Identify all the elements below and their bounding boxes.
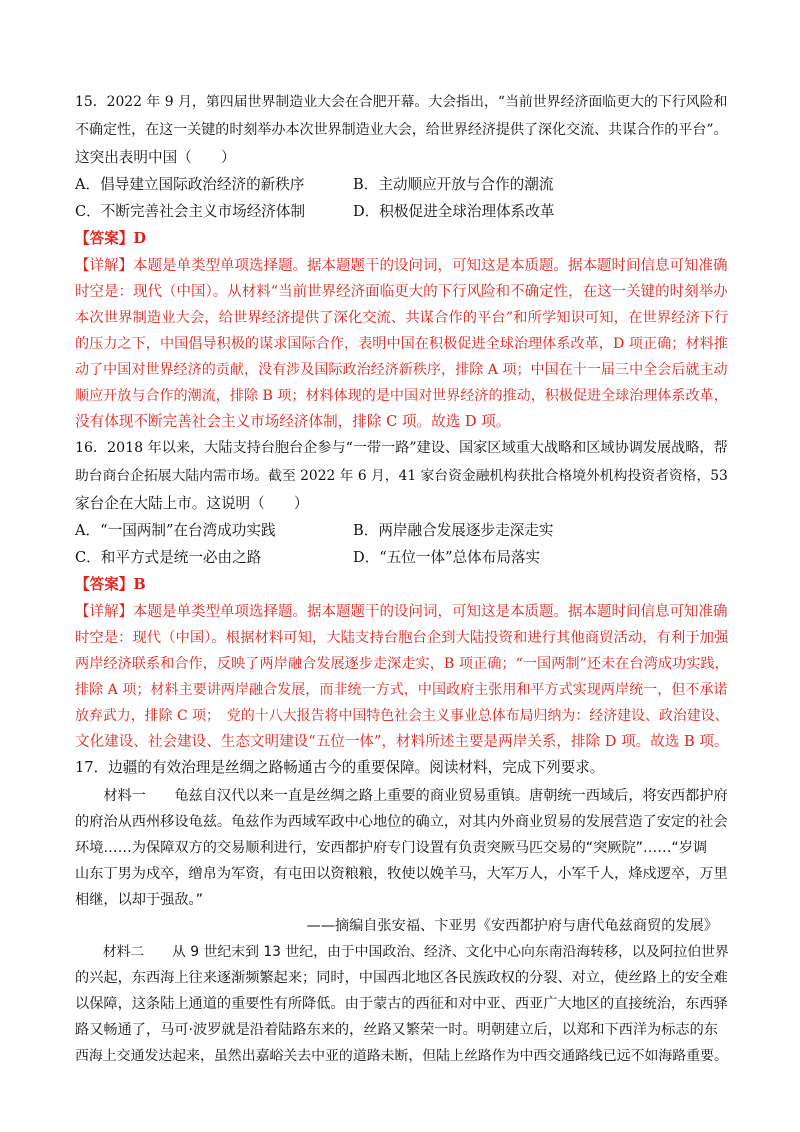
q16-answer: 【答案】B: [75, 576, 146, 593]
q15-analysis-line-7: 没有体现不断完善社会主义市场经济体制，排除 C 项。故选 D 项。: [75, 413, 511, 430]
q16-analysis-line-4: 排除 A 项；材料主要讲两岸融合发展，而非统一方式，中国政府主张用和平方式实现两岸统一，但不承诺: [75, 682, 728, 698]
q16-stem-line-1: 16．2018 年以来，大陆支持台胞台企参与“一带一路”建设、国家区域重大战略和区域协调发展战略，帮: [75, 440, 728, 456]
q15-option-d: D．积极促进全球治理体系改革: [353, 203, 555, 220]
q17-material-1-source: ——摘编自张安福、卞亚男《安西都护府与唐代龟兹商贸的发展》: [306, 918, 718, 934]
q15-analysis-line-2: 时空是：现代（中国）。从材料“当前世界经济面临更大的下行风险和不确定性，在这一关键的时刻举办: [75, 284, 728, 300]
q15-analysis-line-5: 动了中国对世界经济的贡献，没有涉及国际政治经济新秩序，排除 A 项；中国在十一届三中全会后就主动: [75, 362, 728, 378]
q16-analysis-line-5: 放弃武力，排除 C 项； 党的十八大报告将中国特色社会主义事业总体布局归纳为：经济建设、政治建设、: [75, 708, 729, 724]
q16-option-a: A．“一国两制”在台湾成功实践: [75, 522, 276, 539]
q16-stem-line-3: 家台企在大陆上市。这说明（ ）: [75, 495, 309, 512]
q15-stem-line-3: 这突出表明中国（ ）: [75, 149, 236, 166]
q17-material-1-line-3: 环境……为保障双方的交易顺利进行，安西都护府专门设置有负责突厥马匹交易的“突厥院”……“岁调: [75, 840, 708, 856]
q15-stem-line-1: 15．2022 年 9 月，第四届世界制造业大会在合肥开幕。大会指出，“当前世界经济面临更大的下行风险和: [75, 94, 728, 110]
q15-analysis-line-1: 【详解】本题是单类型单项选择题。据本题题干的设问词，可知这是本质题。据本题时间信息可知准确: [75, 258, 728, 274]
q17-material-2-line-3: 以保障，这条陆上通道的重要性有所降低。由于蒙古的西征和对中亚、西亚广大地区的直接统治，东西驿: [75, 996, 728, 1012]
q17-material-2-line-4: 路又畅通了，马可·波罗就是沿着陆路东来的，丝路又繁荣一时。明朝建立后，以郑和下西洋为标志的东: [75, 1022, 718, 1038]
q17-material-2-line-2: 的兴起，东西海上往来逐渐频繁起来；同时，中国西北地区各民族政权的分裂、对立，使丝路上的安全难: [75, 970, 728, 986]
q16-analysis-line-6: 文化建设、社会建设、生态文明建设“五位一体”，材料所述主要是两岸关系，排除 D 项。故选 B 项。: [75, 733, 729, 750]
q15-stem-line-2: 不确定性，在这一关键的时刻举办本次世界制造业大会，给世界经济提供了深化交流、共谋合作的平台”。: [75, 122, 728, 138]
q16-option-b: B．两岸融合发展逐步走深走实: [353, 522, 554, 539]
q17-stem: 17．边疆的有效治理是丝绸之路畅通古今的重要保障。阅读材料，完成下列要求。: [75, 759, 605, 776]
q15-analysis-line-4: 的压力之下，中国倡导积极的谋求国际合作，表明中国在积极促进全球治理体系改革，D 项正确；材料推: [75, 336, 728, 352]
q16-option-c: C．和平方式是统一必由之路: [75, 549, 262, 566]
q16-option-d: D．“五位一体”总体布局落实: [353, 549, 541, 566]
q15-option-b: B．主动顺应开放与合作的潮流: [353, 176, 554, 193]
q17-material-2-line-1: 材料二 从 9 世纪末到 13 世纪，由于中国政治、经济、文化中心向东南沿海转移，以及阿拉伯世界: [75, 944, 729, 960]
q16-analysis-line-2: 时空是：现代（中国）。根据材料可知，大陆支持台胞台企到大陆投资和进行其他商贸活动，有利于加强: [75, 630, 729, 646]
q15-option-c: C．不断完善社会主义市场经济体制: [75, 203, 306, 220]
q16-analysis-line-1: 【详解】本题是单类型单项选择题。据本题题干的设问词，可知这是本质题。据本题时间信息可知准确: [75, 604, 728, 620]
q17-material-1-line-1: 材料一 龟兹自汉代以来一直是丝绸之路上重要的商业贸易重镇。唐朝统一西域后，将安西都护府: [75, 788, 728, 804]
q15-option-a: A．倡导建立国际政治经济的新秩序: [75, 176, 305, 193]
q17-material-1-line-4: 山东丁男为戍卒，缯帛为军资，有屯田以资粮粮，牧使以娩羊马，大军万人，小军千人，烽戍逻卒，万里: [75, 866, 728, 882]
q16-stem-line-2: 助台商台企拓展大陆内需市场。截至 2022 年 6 月，41 家台资金融机构获批合格境外机构投资者资格，53: [75, 468, 728, 484]
q15-analysis-line-3: 本次世界制造业大会，给世界经济提供了深化交流、共谋合作的平台”和所学知识可知，在世界经济下行: [75, 310, 729, 326]
q15-analysis-line-6: 顺应开放与合作的潮流，排除 B 项；材料体现的是中国对世界经济的推动，积极促进全球治理体系改革，: [75, 388, 728, 404]
q17-material-1-line-2: 的府治从西州移设龟兹。龟兹作为西域军政中心地位的确立，对其内外商业贸易的发展营造了安定的社会: [75, 814, 728, 830]
q16-analysis-line-3: 两岸经济联系和合作，反映了两岸融合发展逐步走深走实，B 项正确；“一国两制”还未在台湾成功实践，: [75, 656, 729, 672]
q15-answer: 【答案】D: [75, 230, 147, 247]
q17-material-2-line-5: 西海上交通发达起来，虽然出嘉峪关去中亚的道路未断，但陆上丝路作为中西交通路线已远不如海路重要。: [75, 1048, 728, 1064]
q17-material-1-line-5: 相继，以却于强敌。”: [75, 892, 203, 908]
